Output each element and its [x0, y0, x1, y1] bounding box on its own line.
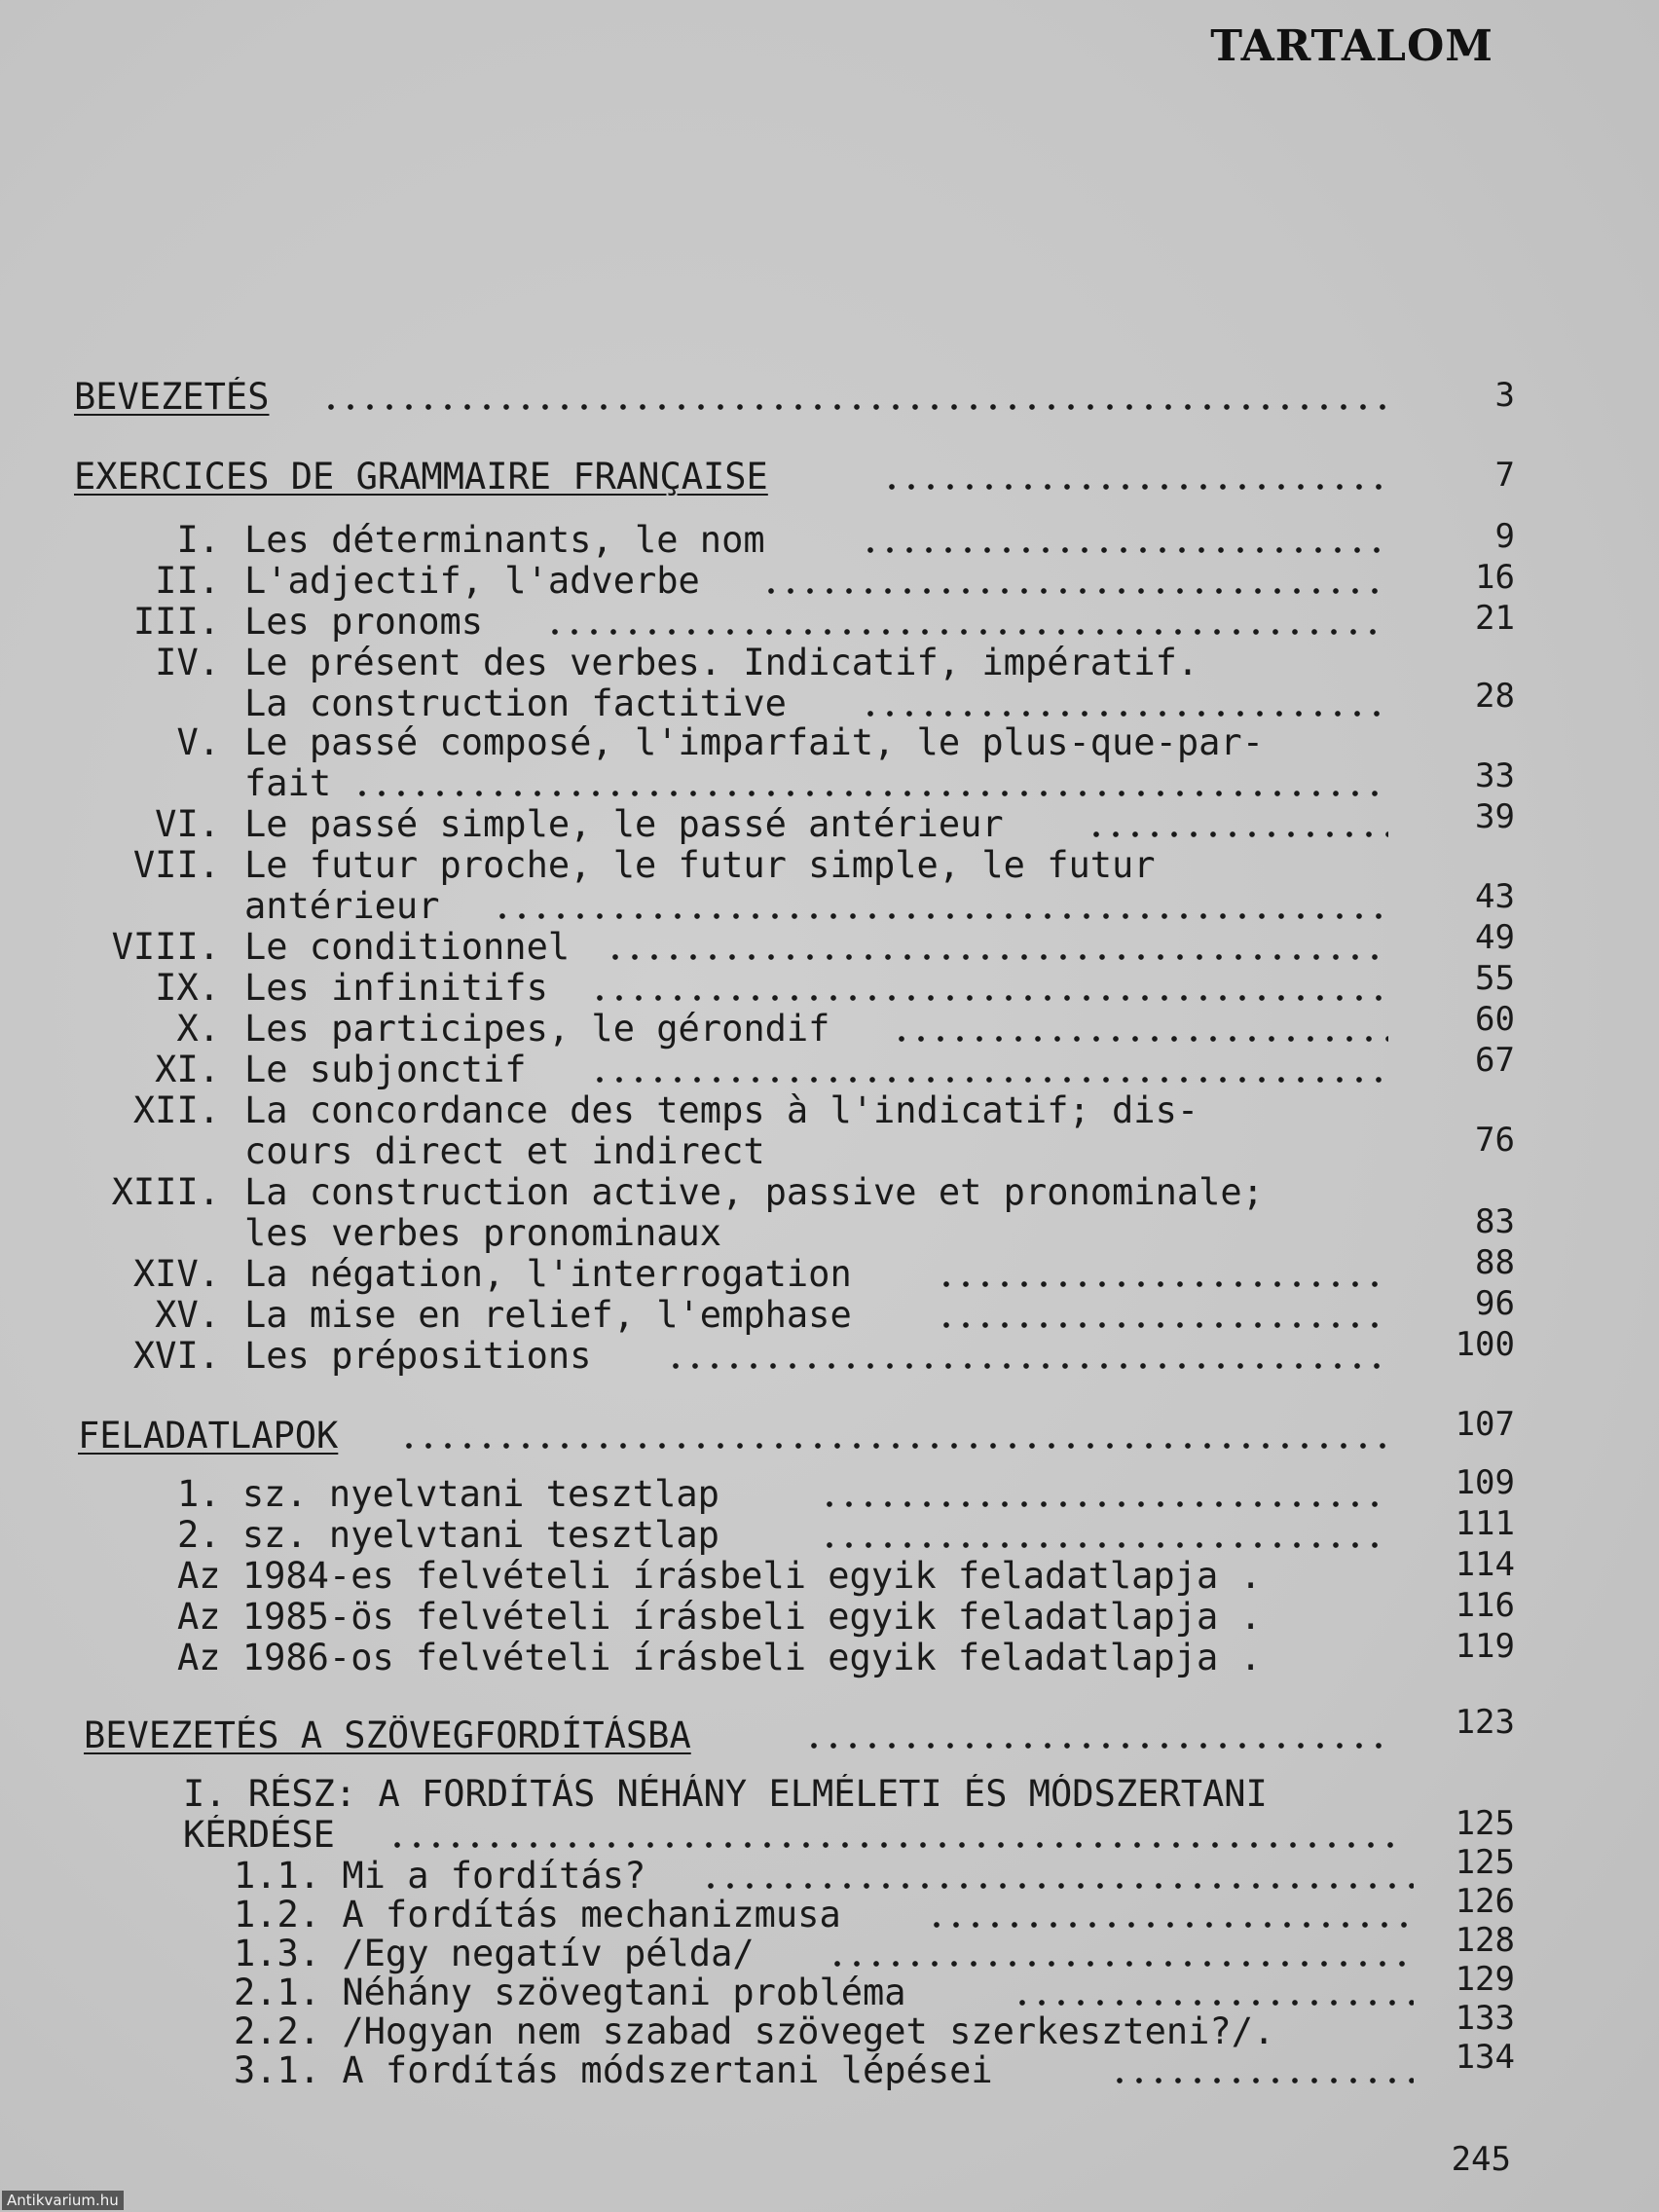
toc-page-number: 119: [1455, 1627, 1515, 1666]
toc-item-title: 1.2. A fordítás mechanizmusa: [234, 1895, 841, 1936]
toc-chapter-3[interactable]: [74, 602, 1388, 643]
toc-page-number: 109: [1455, 1463, 1515, 1502]
toc-chapter-4[interactable]: [74, 643, 1388, 683]
toc-chapter-7-cont[interactable]: [74, 886, 1388, 927]
toc-item-title: Az 1984-es felvételi írásbeli egyik feladatlapja .: [177, 1556, 1262, 1597]
toc-item[interactable]: [177, 1474, 1388, 1515]
dot-leader: [352, 791, 1388, 796]
toc-page-number: 7: [1494, 456, 1515, 495]
chapter-title: La négation, l'interrogation: [244, 1254, 852, 1295]
dot-leader: [701, 1883, 1414, 1889]
toc-item-title: 2.1. Néhány szövegtani probléma: [234, 1972, 906, 2013]
chapter-number: XII.: [132, 1090, 220, 1131]
dot-leader: [399, 1443, 1388, 1449]
toc-page-number: 67: [1475, 1041, 1515, 1080]
toc-item[interactable]: [234, 1856, 1414, 1897]
dot-leader: [666, 1363, 1388, 1369]
chapter-title: Le subjonctif: [244, 1050, 527, 1090]
dot-leader: [1013, 2000, 1414, 2006]
dot-leader: [937, 1281, 1388, 1287]
chapter-title-continued: fait: [244, 763, 332, 804]
chapter-number: V.: [176, 722, 220, 763]
toc-item[interactable]: [234, 2011, 1414, 2052]
toc-chapter-12[interactable]: [74, 1090, 1388, 1131]
toc-page-number: 133: [1455, 1999, 1515, 2038]
chapter-number: VII.: [132, 845, 220, 886]
dot-leader: [861, 547, 1388, 553]
toc-item[interactable]: [234, 1895, 1414, 1936]
toc-section-exercices[interactable]: [74, 457, 1388, 498]
toc-chapter-6[interactable]: [74, 804, 1388, 845]
dot-leader: [828, 1961, 1414, 1967]
toc-item-title: 1.3. /Egy negatív példa/: [234, 1934, 755, 1974]
chapter-number: XI.: [155, 1050, 220, 1090]
toc-item-title: 3.1. A fordítás módszertani lépései: [234, 2050, 993, 2091]
toc-item[interactable]: [177, 1638, 1388, 1678]
toc-item[interactable]: [234, 1972, 1414, 2013]
chapter-title: Le futur proche, le futur simple, le futur: [244, 845, 1156, 886]
dot-leader: [590, 1077, 1388, 1083]
chapter-title-continued: les verbes pronominaux: [244, 1213, 722, 1254]
toc-item-title: 2.2. /Hogyan nem szabad szöveget szerkeszteni?/.: [234, 2011, 1275, 2052]
toc-part-title: I. RÉSZ: A FORDÍTÁS NÉHÁNY ELMÉLETI ÉS MÓDSZERTANI: [183, 1774, 1268, 1815]
toc-page-number: 114: [1455, 1545, 1515, 1584]
chapter-title: L'adjectif, l'adverbe: [244, 561, 700, 602]
toc-page-number: 21: [1475, 599, 1515, 638]
toc-chapter-1[interactable]: [74, 520, 1388, 561]
toc-page-number: 88: [1475, 1243, 1515, 1282]
toc-part[interactable]: [183, 1774, 1396, 1815]
dot-leader: [861, 711, 1388, 717]
toc-chapter-14[interactable]: [74, 1254, 1388, 1295]
toc-chapter-12-cont[interactable]: [74, 1131, 1388, 1172]
dot-leader: [321, 404, 1388, 410]
toc-page-number: 28: [1475, 677, 1515, 716]
chapter-title: Le passé composé, l'imparfait, le plus-que-par-: [244, 722, 1264, 763]
chapter-title: Le passé simple, le passé antérieur: [244, 804, 1004, 845]
toc-item-title: 1. sz. nyelvtani tesztlap: [177, 1474, 719, 1515]
toc-page-number: 3: [1494, 376, 1515, 415]
dot-leader: [761, 588, 1388, 594]
dot-leader: [892, 1036, 1388, 1042]
toc-page-number: 134: [1455, 2038, 1515, 2077]
toc-item-title: Az 1985-ös felvételi írásbeli egyik feladatlapja .: [177, 1597, 1262, 1638]
dot-leader: [882, 484, 1388, 490]
chapter-number: XV.: [155, 1295, 220, 1336]
chapter-title: La concordance des temps à l'indicatif; dis-: [244, 1090, 1199, 1131]
toc-page-number: 125: [1455, 1804, 1515, 1843]
chapter-number: XIV.: [132, 1254, 220, 1295]
toc-page-number: 83: [1475, 1202, 1515, 1241]
toc-page-number: 9: [1494, 517, 1515, 556]
chapter-title-continued: La construction factitive: [244, 683, 787, 724]
chapter-title: La mise en relief, l'emphase: [244, 1295, 852, 1336]
toc-page-number: 100: [1455, 1325, 1515, 1364]
toc-page-number: 55: [1475, 959, 1515, 998]
toc-section-title: EXERCICES DE GRAMMAIRE FRANÇAISE: [74, 457, 768, 498]
toc-page-number: 60: [1475, 1000, 1515, 1039]
toc-chapter-13[interactable]: [74, 1172, 1388, 1213]
toc-item-title: 2. sz. nyelvtani tesztlap: [177, 1515, 719, 1556]
dot-leader: [820, 1501, 1388, 1507]
chapter-number: II.: [155, 561, 220, 602]
chapter-number: VI.: [155, 804, 220, 845]
dot-leader: [820, 1542, 1388, 1548]
dot-leader: [590, 995, 1388, 1001]
chapter-title: La construction active, passive et pronominale;: [244, 1172, 1264, 1213]
toc-chapter-2[interactable]: [74, 561, 1388, 602]
dot-leader: [937, 1322, 1388, 1328]
chapter-number: VIII.: [111, 927, 220, 968]
toc-page-number: 116: [1455, 1586, 1515, 1625]
chapter-title: Les déterminants, le nom: [244, 520, 765, 561]
toc-item-title: 1.1. Mi a fordítás?: [234, 1856, 646, 1897]
toc-page-number: 33: [1475, 756, 1515, 795]
toc-section-title: BEVEZETÉS: [74, 377, 270, 418]
toc-chapter-10[interactable]: [74, 1009, 1388, 1050]
toc-part-title-continued: KÉRDÉSE: [183, 1815, 335, 1856]
toc-item[interactable]: [234, 2050, 1414, 2091]
toc-chapter-11[interactable]: [74, 1050, 1388, 1090]
toc-chapter-16[interactable]: [74, 1336, 1388, 1377]
toc-item-title: Az 1986-os felvételi írásbeli egyik feladatlapja .: [177, 1638, 1262, 1678]
toc-section-feladatlapok[interactable]: [78, 1416, 1388, 1456]
chapter-number: IV.: [155, 643, 220, 683]
watermark: Antikvarium.hu: [2, 2191, 124, 2210]
toc-section-szovegforditas[interactable]: [84, 1715, 1388, 1756]
dot-leader: [545, 629, 1388, 635]
chapter-number: IX.: [155, 968, 220, 1009]
toc-chapter-13-cont[interactable]: [74, 1213, 1388, 1254]
toc-page-number: 39: [1475, 797, 1515, 836]
toc-page-number: 49: [1475, 918, 1515, 957]
toc-page-number: 76: [1475, 1121, 1515, 1160]
toc-chapter-4-cont[interactable]: [74, 683, 1388, 724]
toc-page-number: 96: [1475, 1284, 1515, 1323]
chapter-title-continued: antérieur: [244, 886, 440, 927]
toc-section-title: FELADATLAPOK: [78, 1416, 339, 1456]
dot-leader: [493, 913, 1388, 919]
dot-leader: [606, 954, 1388, 960]
toc-chapter-5-cont[interactable]: [74, 763, 1388, 804]
dot-leader: [1110, 2078, 1414, 2083]
dot-leader: [804, 1743, 1388, 1749]
chapter-title: Les participes, le gérondif: [244, 1009, 830, 1050]
toc-chapter-7[interactable]: [74, 845, 1388, 886]
toc-chapter-8[interactable]: [74, 927, 1388, 968]
chapter-number: I.: [176, 520, 220, 561]
page-title: TARTALOM: [1210, 21, 1493, 71]
toc-chapter-15[interactable]: [74, 1295, 1388, 1336]
dot-leader: [927, 1922, 1414, 1928]
toc-part-cont[interactable]: [183, 1815, 1396, 1856]
chapter-number: III.: [132, 602, 220, 643]
toc-section-bevezetes[interactable]: [74, 377, 1388, 418]
toc-item[interactable]: [177, 1597, 1388, 1638]
toc-page-number: 16: [1475, 558, 1515, 597]
toc-item[interactable]: [177, 1556, 1388, 1597]
toc-page-number: 123: [1455, 1703, 1515, 1742]
dot-leader: [1087, 831, 1388, 837]
toc-page-number: 128: [1455, 1921, 1515, 1960]
dot-leader: [387, 1842, 1396, 1848]
chapter-title: Les infinitifs: [244, 968, 548, 1009]
chapter-title: Le présent des verbes. Indicatif, impératif.: [244, 643, 1199, 683]
toc-page-number: 129: [1455, 1960, 1515, 1999]
chapter-title: Le conditionnel: [244, 927, 571, 968]
toc-page-number: 43: [1475, 877, 1515, 916]
chapter-number: XIII.: [111, 1172, 220, 1213]
toc-chapter-5[interactable]: [74, 722, 1388, 763]
chapter-title: Les pronoms: [244, 602, 484, 643]
chapter-title-continued: cours direct et indirect: [244, 1131, 765, 1172]
toc-chapter-9[interactable]: [74, 968, 1388, 1009]
chapter-number: XVI.: [132, 1336, 220, 1377]
toc-page-number: 111: [1455, 1504, 1515, 1543]
page-number: 245: [1451, 2140, 1511, 2179]
chapter-title: Les prépositions: [244, 1336, 592, 1377]
toc-page-number: 126: [1455, 1882, 1515, 1921]
toc-section-title: BEVEZETÉS A SZÖVEGFORDÍTÁSBA: [84, 1715, 691, 1756]
toc-page-number: 107: [1455, 1405, 1515, 1444]
toc-item[interactable]: [234, 1934, 1414, 1974]
toc-item[interactable]: [177, 1515, 1388, 1556]
chapter-number: X.: [176, 1009, 220, 1050]
toc-page-number: 125: [1455, 1843, 1515, 1882]
